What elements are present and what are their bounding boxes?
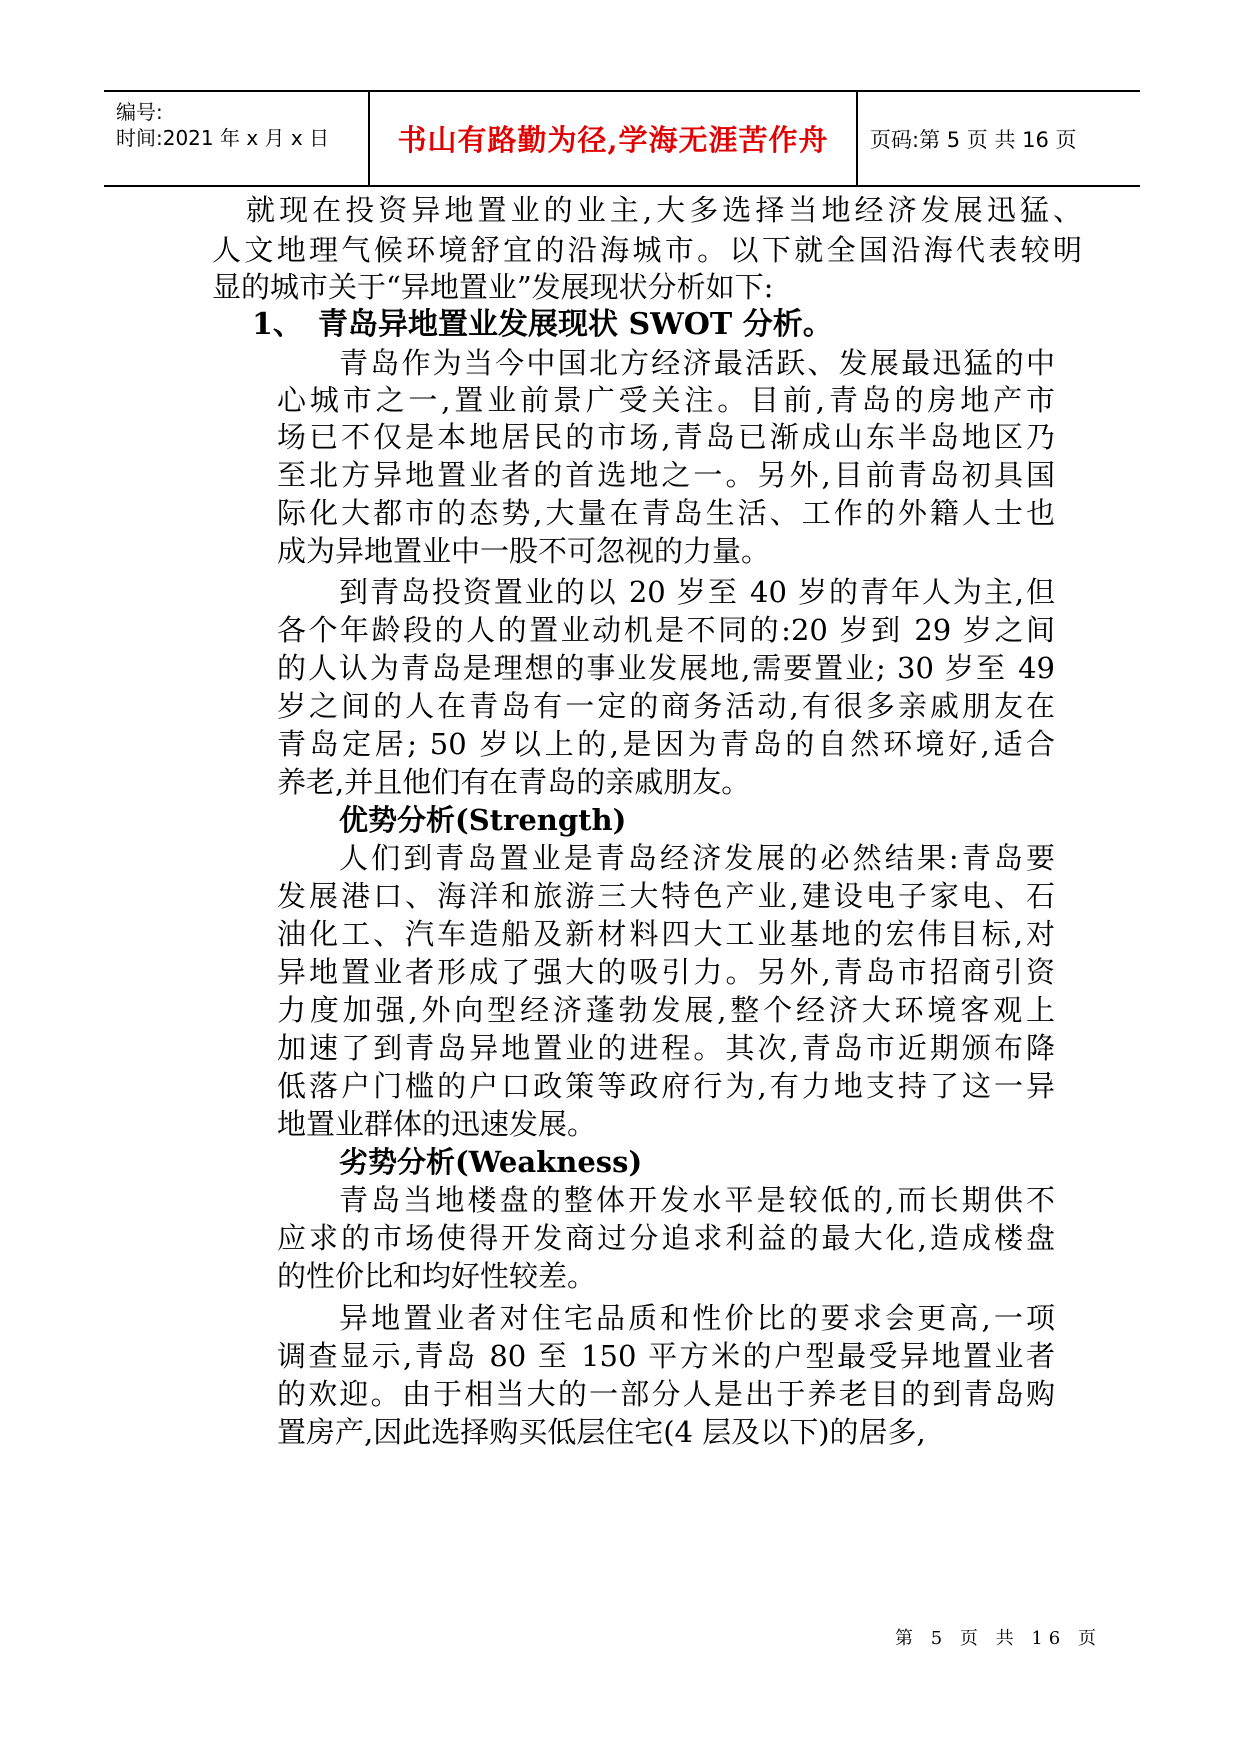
header-motto: 书山有路勤为径,学海无涯苦作舟 xyxy=(397,123,829,157)
paragraph-line: 加速了到青岛异地置业的进程。其次,青岛市近期颁布降 xyxy=(277,1031,1055,1065)
paragraph-line: 发展港口、海洋和旅游三大特色产业,建设电子家电、石 xyxy=(277,879,1055,913)
paragraph-line: 人们到青岛置业是青岛经济发展的必然结果:青岛要 xyxy=(339,841,1055,875)
paragraph-line: 际化大都市的态势,大量在青岛生活、工作的外籍人士也 xyxy=(277,496,1055,530)
page-footer: 第 5 页 共 16 页 xyxy=(895,1628,1102,1649)
paragraph-line: 的人认为青岛是理想的事业发展地,需要置业; 30 岁至 49 xyxy=(277,651,1055,685)
paragraph-line: 的性价比和均好性较差。 xyxy=(277,1259,597,1293)
paragraph-line: 地置业群体的迅速发展。 xyxy=(277,1107,597,1141)
paragraph-line: 到青岛投资置业的以 20 岁至 40 岁的青年人为主,但 xyxy=(339,575,1055,609)
paragraph-line: 各个年龄段的人的置业动机是不同的:20 岁到 29 岁之间 xyxy=(277,613,1055,647)
paragraph-line: 至北方异地置业者的首选地之一。另外,目前青岛初具国 xyxy=(277,458,1055,492)
section-number: 1、 xyxy=(252,307,303,342)
intro-line: 人文地理气候环境舒宜的沿海城市。以下就全国沿海代表较明 xyxy=(212,233,1082,267)
strength-heading: 优势分析(Strength) xyxy=(339,803,627,837)
header-divider xyxy=(856,92,858,185)
paragraph-line: 青岛作为当今中国北方经济最活跃、发展最迅猛的中 xyxy=(339,346,1055,380)
paragraph-line: 异地置业者对住宅品质和性价比的要求会更高,一项 xyxy=(339,1301,1055,1335)
header-page-label: 页码:第 5 页 共 16 页 xyxy=(870,127,1077,152)
paragraph-line: 油化工、汽车造船及新材料四大工业基地的宏伟目标,对 xyxy=(277,917,1055,951)
paragraph-line: 应求的市场使得开发商过分追求利益的最大化,造成楼盘 xyxy=(277,1221,1055,1255)
paragraph-line: 调查显示,青岛 80 至 150 平方米的户型最受异地置业者 xyxy=(277,1339,1055,1373)
number-label: 编号: xyxy=(116,100,163,124)
header-meta xyxy=(116,92,366,185)
time-label: 时间:2021 年 x 月 x 日 xyxy=(116,126,330,150)
section-title: 青岛异地置业发展现状 SWOT 分析。 xyxy=(318,307,833,342)
paragraph-line: 置房产,因此选择购买低层住宅(4 层及以下)的居多, xyxy=(277,1415,926,1449)
paragraph-line: 的欢迎。由于相当大的一部分人是出于养老目的到青岛购 xyxy=(277,1377,1055,1411)
paragraph-line: 力度加强,外向型经济蓬勃发展,整个经济大环境客观上 xyxy=(277,993,1055,1027)
intro-line: 显的城市关于“异地置业”发展现状分析如下: xyxy=(212,270,774,304)
paragraph-line: 养老,并且他们有在青岛的亲戚朋友。 xyxy=(277,765,751,799)
paragraph-line: 心城市之一,置业前景广受关注。目前,青岛的房地产市 xyxy=(277,383,1055,417)
intro-line: 就现在投资异地置业的业主,大多选择当地经济发展迅猛、 xyxy=(246,193,1082,227)
paragraph-line: 岁之间的人在青岛有一定的商务活动,有很多亲戚朋友在 xyxy=(277,689,1055,723)
paragraph-line: 场已不仅是本地居民的市场,青岛已渐成山东半岛地区乃 xyxy=(277,420,1055,454)
paragraph-line: 异地置业者形成了强大的吸引力。另外,青岛市招商引资 xyxy=(277,955,1055,989)
page-header xyxy=(104,90,1140,187)
paragraph-line: 成为异地置业中一股不可忽视的力量。 xyxy=(277,534,771,568)
paragraph-line: 青岛定居; 50 岁以上的,是因为青岛的自然环境好,适合 xyxy=(277,727,1055,761)
weakness-heading: 劣势分析(Weakness) xyxy=(339,1145,643,1179)
paragraph-line: 青岛当地楼盘的整体开发水平是较低的,而长期供不 xyxy=(339,1183,1055,1217)
paragraph-line: 低落户门槛的户口政策等政府行为,有力地支持了这一异 xyxy=(277,1069,1055,1103)
